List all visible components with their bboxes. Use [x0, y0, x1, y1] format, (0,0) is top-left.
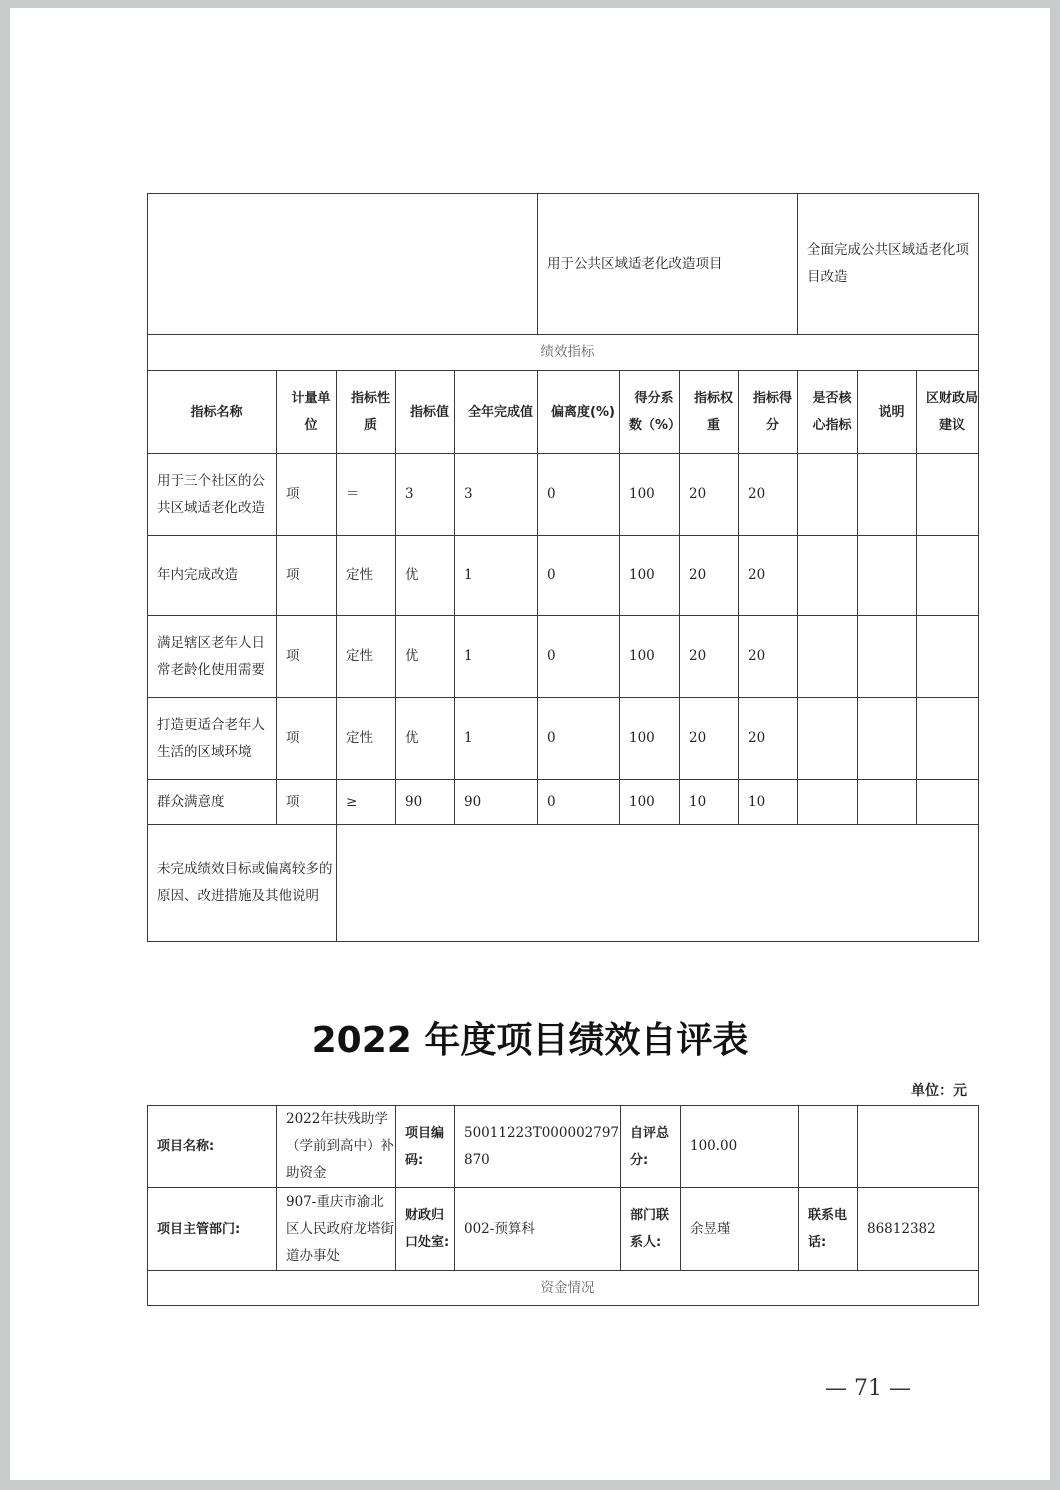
project-code-label: 项目编码:	[396, 1106, 455, 1188]
row-name: 打造更适合老年人生活的区域环境	[148, 698, 277, 780]
col-header-weight: 指标权重	[680, 371, 739, 454]
row-weight: 10	[680, 780, 739, 825]
row-weight: 20	[680, 536, 739, 616]
col-header-coef: 得分系数（%）	[620, 371, 680, 454]
row-name: 满足辖区老年人日常老龄化使用需要	[148, 616, 277, 698]
row-deviation: 0	[538, 454, 620, 536]
row-score: 20	[739, 616, 798, 698]
row-note	[858, 698, 917, 780]
row-value: 优	[396, 698, 455, 780]
project-name-label: 项目名称:	[148, 1106, 277, 1188]
row-nature: ＝	[337, 454, 396, 536]
row-score: 20	[739, 536, 798, 616]
col-header-note: 说明	[858, 371, 917, 454]
self-score-label: 自评总分:	[621, 1106, 681, 1188]
phone-label: 联系电话:	[799, 1188, 858, 1271]
row-advice	[917, 454, 979, 536]
row-completed: 90	[455, 780, 538, 825]
row-core	[798, 536, 858, 616]
target-planned: 用于公共区域适老化改造项目	[538, 194, 798, 335]
row-unit: 项	[277, 698, 337, 780]
remark-content	[337, 825, 979, 942]
page-number: — 71 —	[825, 1376, 911, 1401]
row-unit: 项	[277, 616, 337, 698]
row-core	[798, 780, 858, 825]
table-row	[148, 698, 979, 780]
row-nature: ≥	[337, 780, 396, 825]
table-row	[148, 616, 979, 698]
row-note	[858, 616, 917, 698]
section-title: 绩效指标	[148, 335, 979, 371]
target-actual: 全面完成公共区域适老化项目改造	[798, 194, 979, 335]
row-score: 20	[739, 454, 798, 536]
contact: 余昱瑾	[681, 1188, 799, 1271]
contact-label: 部门联系人:	[621, 1188, 681, 1271]
col-header-advice: 区财政局建议	[917, 371, 979, 454]
row-unit: 项	[277, 454, 337, 536]
col-header-value: 指标值	[396, 371, 455, 454]
row-note	[858, 454, 917, 536]
row-value: 优	[396, 616, 455, 698]
row-deviation: 0	[538, 698, 620, 780]
project-info-table	[147, 1105, 979, 1306]
row-coef: 100	[620, 616, 680, 698]
dept-label: 项目主管部门:	[148, 1188, 277, 1271]
funding-section-title: 资金情况	[148, 1271, 979, 1306]
row-score: 10	[739, 780, 798, 825]
row-coef: 100	[620, 454, 680, 536]
project-name: 2022年扶残助学（学前到高中）补助资金	[277, 1106, 396, 1188]
row-core	[798, 454, 858, 536]
row-unit: 项	[277, 780, 337, 825]
target-blank-cell	[148, 194, 538, 335]
row-weight: 20	[680, 454, 739, 536]
row-core	[798, 698, 858, 780]
row-nature: 定性	[337, 616, 396, 698]
row-coef: 100	[620, 780, 680, 825]
empty-cell	[858, 1106, 979, 1188]
row-note	[858, 536, 917, 616]
row-nature: 定性	[337, 536, 396, 616]
col-header-completed: 全年完成值	[455, 371, 538, 454]
row-name: 年内完成改造	[148, 536, 277, 616]
table-row	[148, 780, 979, 825]
row-deviation: 0	[538, 616, 620, 698]
row-advice	[917, 616, 979, 698]
row-note	[858, 780, 917, 825]
col-header-nature: 指标性质	[337, 371, 396, 454]
row-core	[798, 616, 858, 698]
col-header-score: 指标得分	[739, 371, 798, 454]
row-value: 90	[396, 780, 455, 825]
finance-office: 002-预算科	[455, 1188, 621, 1271]
row-coef: 100	[620, 536, 680, 616]
row-completed: 3	[455, 454, 538, 536]
row-completed: 1	[455, 616, 538, 698]
table-row	[148, 454, 979, 536]
row-value: 优	[396, 536, 455, 616]
col-header-deviation: 偏离度(%)	[538, 371, 620, 454]
dept: 907-重庆市渝北区人民政府龙塔街道办事处	[277, 1188, 396, 1271]
project-code: 50011223T000002797870	[455, 1106, 621, 1188]
row-coef: 100	[620, 698, 680, 780]
row-advice	[917, 536, 979, 616]
col-header-core: 是否核心指标	[798, 371, 858, 454]
row-completed: 1	[455, 698, 538, 780]
row-name: 用于三个社区的公共区域适老化改造	[148, 454, 277, 536]
row-name: 群众满意度	[148, 780, 277, 825]
page-title: 2022 年度项目绩效自评表	[311, 1020, 749, 1061]
row-weight: 20	[680, 698, 739, 780]
row-nature: 定性	[337, 698, 396, 780]
row-score: 20	[739, 698, 798, 780]
self-score: 100.00	[681, 1106, 799, 1188]
performance-table	[147, 193, 979, 942]
row-advice	[917, 698, 979, 780]
phone: 86812382	[858, 1188, 979, 1271]
row-value: 3	[396, 454, 455, 536]
row-weight: 20	[680, 616, 739, 698]
empty-cell	[799, 1106, 858, 1188]
col-header-name: 指标名称	[148, 371, 277, 454]
row-deviation: 0	[538, 536, 620, 616]
row-advice	[917, 780, 979, 825]
document-page	[10, 8, 1050, 1480]
unit-label: 单位：元	[911, 1083, 967, 1099]
remark-label: 未完成绩效目标或偏离较多的原因、改进措施及其他说明	[148, 825, 337, 942]
table-row	[148, 536, 979, 616]
row-unit: 项	[277, 536, 337, 616]
row-completed: 1	[455, 536, 538, 616]
row-deviation: 0	[538, 780, 620, 825]
col-header-unit: 计量单位	[277, 371, 337, 454]
finance-office-label: 财政归口处室:	[396, 1188, 455, 1271]
